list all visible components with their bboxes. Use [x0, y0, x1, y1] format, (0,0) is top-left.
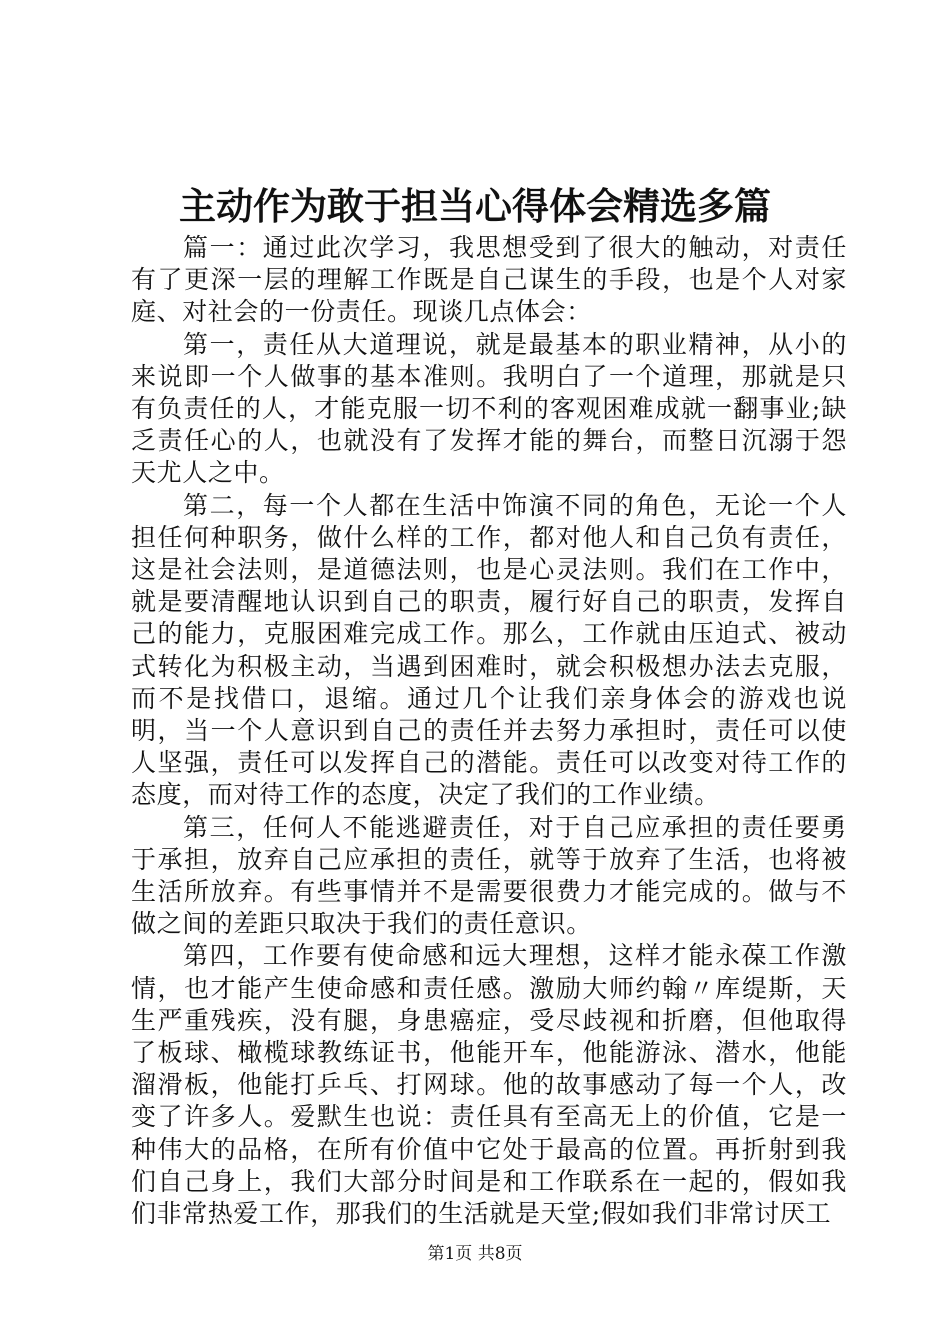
page-footer: 第1页 共8页: [427, 1244, 523, 1264]
document-title: 主动作为敢于担当心得体会精选多篇: [179, 185, 771, 228]
document-body: [131, 232, 847, 1230]
paragraph-point-two: 第二，每一个人都在生活中饰演不同的角色，无论一个人担任何种职务，做什么样的工作，都对他人和自己负有责任，这是社会法则，是道德法则，也是心灵法则。我们在工作中，就是要清醒地认识到自己的职责，履行好自己的职责，发挥自己的能力，克服困难完成工作。那么，工作就由压迫式、被动式转化为积极主动，当遇到困难时，就会积极想办法去克服，而不是找借口，退缩。通过几个让我们亲身体会的游戏也说明，当一个人意识到自己的责任并去努力承担时，责任可以使人坚强，责任可以发挥自己的潜能。责任可以改变对待工作的态度，而对待工作的态度，决定了我们的工作业绩。: [131, 490, 847, 810]
paragraph-point-four: 第四，工作要有使命感和远大理想，这样才能永葆工作激情，也才能产生使命感和责任感。激励大师约翰〃库缇斯，天生严重残疾，没有腿，身患癌症，受尽歧视和折磨，但他取得了板球、橄榄球教练证书，他能开车，他能游泳、潜水，他能溜滑板，他能打乒乓、打网球。他的故事感动了每一个人，改变了许多人。爱默生也说：责任具有至高无上的价值，它是一种伟大的品格，在所有价值中它处于最高的位置。再折射到我们自己身上，我们大部分时间是和工作联系在一起的，假如我们非常热爱工作，那我们的生活就是天堂;假如我们非常讨厌工: [131, 941, 847, 1229]
paragraph-point-one: 第一，责任从大道理说，就是最基本的职业精神，从小的来说即一个人做事的基本准则。我明白了一个道理，那就是只有负责任的人，才能克服一切不利的客观困难成就一翻事业;缺乏责任心的人，也就没有了发挥才能的舞台，而整日沉溺于怨天尤人之中。: [131, 329, 847, 488]
paragraph-intro: 篇一：通过此次学习，我思想受到了很大的触动，对责任有了更深一层的理解工作既是自己谋生的手段，也是个人对家庭、对社会的一份责任。现谈几点体会：: [131, 233, 847, 327]
paragraph-point-three: 第三，任何人不能逃避责任，对于自己应承担的责任要勇于承担，放弃自己应承担的责任，就等于放弃了生活，也将被生活所放弃。有些事情并不是需要很费力才能完成的。做与不做之间的差距只取决于我们的责任意识。: [131, 812, 847, 939]
